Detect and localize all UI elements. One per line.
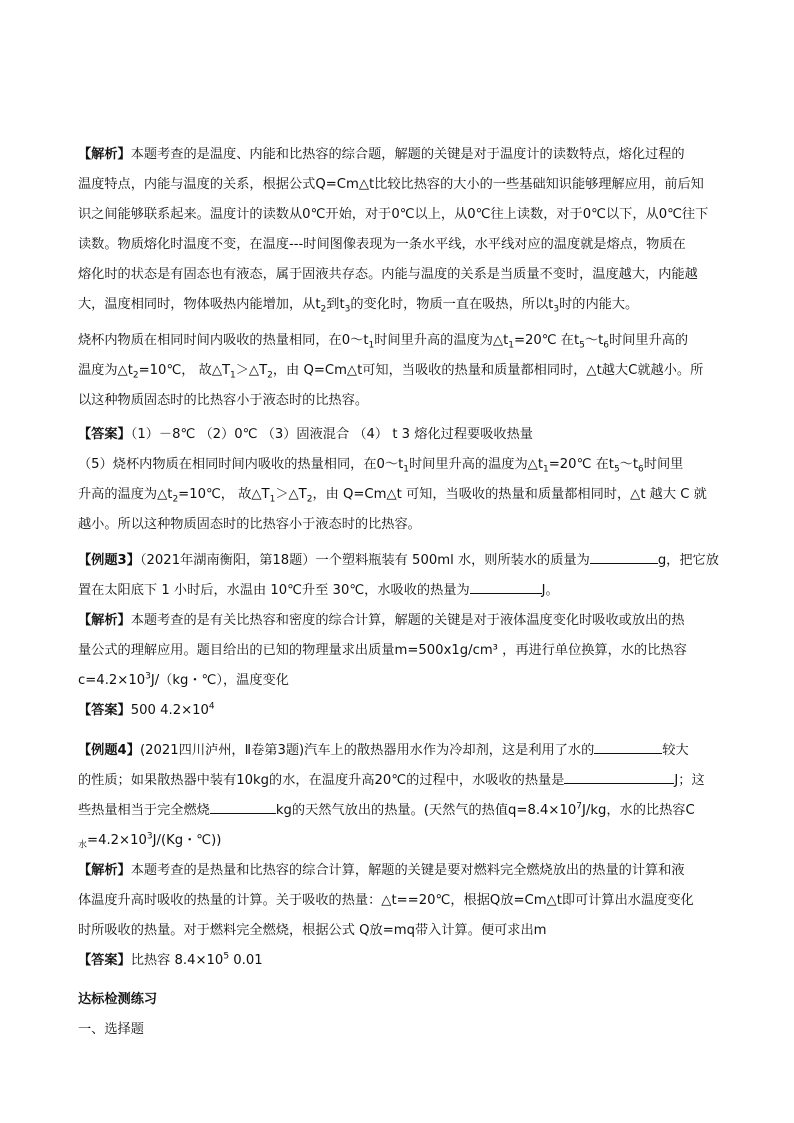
section-title: 达标检测练习 [78, 992, 158, 1007]
text-line: 【答案】比热容 $8.4\times 10^5$ 0.01 [78, 951, 263, 968]
example-4-block [78, 736, 718, 976]
analysis-block-2 [78, 326, 718, 416]
example-label: 【例题3】 [78, 553, 140, 568]
text-line: 些热量相当于完全燃烧 kg的天然气放出的热量。(天然气的热值$q=8.4\times 10^7J/kg$，水的比热容C [78, 796, 718, 826]
text-line: 本题考查的是热量和比热容的综合计算，解题的关键是要对燃料完全燃烧放出的热量的计算和液 [130, 863, 685, 878]
text-line: 烧杯内物质在相同时间内吸收的热量相同，在$0\sim t_1$时间里升高的温度为$\triangle t_1=20℃$ 在$t_5\sim t_6$时间里升高的 [78, 333, 689, 351]
text-line: 越小。所以这种物质固态时的比热容小于液态时的比热容。 [78, 517, 421, 532]
analysis-label: 【解析】 [78, 147, 131, 162]
text-line: 的性质；如果散热器中装有10kg的水，在温度升高20℃的过程中，水吸收的热量是 J；这 [78, 766, 718, 796]
text-line: 【例题3】（2021年湖南衡阳，第18题）一个塑料瓶装有 500ml 水，则所装水的质量为 g，把它放 [78, 546, 718, 576]
answer-label: 【答案】 [78, 427, 131, 442]
answer-blank[interactable] [470, 579, 542, 594]
text-line: （1）－8℃ （2）0℃ （3）固液混合 （4） t 3 熔化过程要吸收热量 [130, 427, 533, 442]
text-line: 置在太阳底下 1 小时后，水温由 10℃升至 30℃，水吸收的热量为 J。 [78, 576, 718, 606]
text-line: 识之间能够联系起来。温度计的读数从0℃开始，对于0℃以上，从0℃往上读数，对于0℃以下，从0℃往下 [78, 207, 709, 222]
text-line: 体温度升高时吸收的热量的计算。关于吸收的热量：△t==20℃，根据Q放=Cm△t即可计算出水温度变化 [78, 893, 694, 908]
example-label: 【例题4】 [78, 743, 140, 758]
text-line: 以这种物质固态时的比热容小于液态时的比热容。 [78, 393, 369, 408]
answer-blank[interactable] [210, 799, 276, 814]
analysis-block-1 [78, 140, 718, 320]
text-line: 量公式的理解应用。题目给出的已知的物理量求出质量m=500x1g/cm³ ，再进行单位换算，水的比热容 [78, 643, 687, 658]
text-line: 温度特点，内能与温度的关系，根据公式Q=Cm△t比较比热容的大小的一些基础知识能够理解应用，前后知 [78, 177, 704, 192]
text-line: 大，温度相同时，物体吸热内能增加，从$t_2$到$t_3$的变化时，物质一直在吸热，所以$t_3$时的内能大。 [78, 297, 639, 315]
text-line: $c=4.2\times 10^3J/(kg$・℃），温度变化 [78, 671, 289, 688]
text-line: 【例题4】(2021四川泸州，Ⅱ卷第3题)汽车上的散热器用水作为冷却剂，这是利用了水的 较大 [78, 736, 718, 766]
answer-block-1 [78, 420, 718, 540]
analysis-label: 【解析】 [78, 613, 131, 628]
answer-blank[interactable] [590, 549, 658, 564]
text-line: 升高的温度为$\triangle t_2=10℃$， 故$\triangle T_1>\triangle T_2$，由 Q=Cm△t 可知，当吸收的热量和质量都相同时，△t 越大 C 就 [78, 487, 707, 505]
text-line: 温度为$\triangle t_2=10℃$， 故$\triangle T_1>\triangle T_2$，由 Q=Cm△t可知，当吸收的热量和质量都相同时，△t越大C就越小。所 [78, 363, 704, 381]
text-line: 熔化时的状态是有固态也有液态，属于固液共存态。内能与温度的关系是当质量不变时，温度越大，内能越 [78, 267, 698, 282]
text-line: 时所吸收的热量。对于燃料完全燃烧，根据公式 Q放=mq带入计算。便可求出m [78, 923, 547, 938]
text-line: 本题考查的是有关比热容和密度的综合计算，解题的关键是对于液体温度变化时吸收或放出的热 [130, 613, 685, 628]
subsection-title: 一、选择题 [78, 1022, 144, 1037]
text-line: 读数。物质熔化时温度不变，在温度---时间图像表现为一条水平线，水平线对应的温度就是熔点，物质在 [78, 237, 686, 252]
text-line: 本题考查的是温度、内能和比热容的综合题，解题的关键是对于温度计的读数特点，熔化过程的 [130, 147, 685, 162]
text-line: （5）烧杯内物质在相同时间内吸收的热量相同，在$0\sim t_1$时间里升高的温度为$\triangle t_1=20℃$ 在$t_5\sim t_6$时间里 [78, 457, 684, 475]
analysis-label: 【解析】 [78, 863, 131, 878]
answer-label: 【答案】 [78, 703, 131, 718]
answer-blank[interactable] [564, 769, 674, 784]
text-line: 【答案】500 $4.2\times 10^4$ [78, 701, 215, 718]
text-line: $_水=4.2\times 10^3J/(Kg$・℃)) [78, 831, 222, 851]
answer-label: 【答案】 [78, 953, 131, 968]
answer-blank[interactable] [594, 739, 662, 754]
example-3-block [78, 546, 718, 726]
